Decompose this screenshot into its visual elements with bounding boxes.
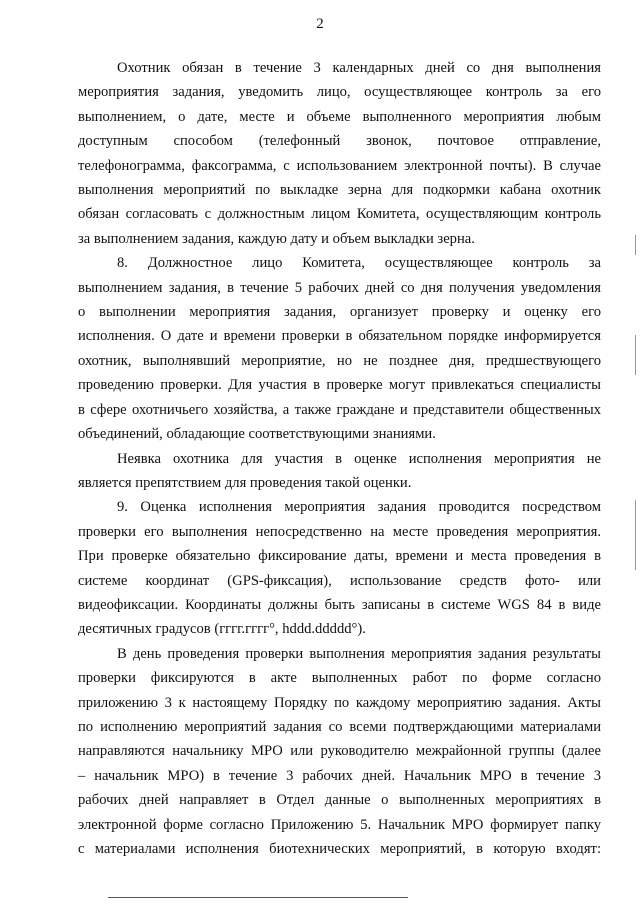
scan-bottom-rule bbox=[108, 897, 408, 898]
text-line: приложению 3 к настоящему Порядку по каждому мероприятию задания. Акты bbox=[78, 694, 601, 711]
text-line: При проверке обязательно фиксирование даты, времени и места проведения в bbox=[78, 548, 601, 565]
text-line: телефонограмма, факсограмма, с использованием электронной почты). В случае bbox=[78, 157, 601, 174]
text-line: проверки его выполнения непосредственно на месте проведения мероприятия. bbox=[78, 523, 601, 540]
text-line: о выполнении мероприятия задания, организует проверку и оценку его bbox=[78, 304, 601, 321]
text-line: мероприятия задания, уведомить лицо, осуществляющее контроль за его bbox=[78, 84, 601, 101]
document-body bbox=[78, 56, 601, 861]
text-line: с материалами исполнения биотехнических мероприятий, в которую входят: bbox=[78, 841, 601, 857]
text-line: исполнения. О дате и времени проверки в обязательном порядке информируется bbox=[78, 328, 601, 345]
text-line: по исполнению мероприятий задания со всеми подтверждающими материалами bbox=[78, 718, 601, 735]
text-line: выполнения мероприятий по выкладке зерна для подкормки кабана охотник bbox=[78, 182, 601, 199]
text-line: рабочих дней направляет в Отдел данные о выполненных мероприятиях в bbox=[78, 792, 601, 809]
text-line: десятичных градусов (гггг.гггг°, hddd.ddddd°). bbox=[78, 621, 366, 638]
text-line: видеофиксации. Координаты должны быть записаны в системе WGS 84 в виде bbox=[78, 596, 601, 613]
page-number: 2 bbox=[316, 16, 324, 32]
scan-edge-mark bbox=[635, 235, 636, 255]
text-line: Охотник обязан в течение 3 календарных дней со дня выполнения bbox=[117, 60, 601, 76]
scan-edge-mark bbox=[635, 335, 636, 375]
text-line: выполнением задания, в течение 5 рабочих дней со дня получения уведомления bbox=[78, 279, 601, 296]
text-line: выполнением, о дате, месте и объеме выполненного мероприятия любым bbox=[78, 108, 601, 125]
text-line: 9. Оценка исполнения мероприятия задания проводится посредством bbox=[117, 499, 601, 516]
text-line: 8. Должностное лицо Комитета, осуществляющее контроль за bbox=[117, 255, 601, 272]
text-line: – начальник МРО) в течение 3 рабочих дней. Начальник МРО в течение 3 bbox=[78, 767, 601, 784]
text-line: за выполнением задания, каждую дату и объем выкладки зерна. bbox=[78, 230, 475, 247]
text-line: электронной форме согласно Приложению 5. Начальник МРО формирует папку bbox=[78, 816, 601, 833]
text-line: является препятствием для проведения такой оценки. bbox=[78, 474, 412, 491]
text-line: доступным способом (телефонный звонок, почтовое отправление, bbox=[78, 133, 601, 150]
text-line: обязан согласовать с должностным лицом Комитета, осуществляющим контроль bbox=[78, 206, 601, 223]
text-line: В день проведения проверки выполнения мероприятия задания результаты bbox=[117, 645, 601, 662]
text-line: объединений, обладающие соответствующими знаниями. bbox=[78, 426, 436, 443]
scan-edge-mark bbox=[635, 500, 636, 570]
text-line: системе координат (GPS-фиксация), использование средств фото- или bbox=[78, 572, 601, 589]
text-line: охотник, выполнявший мероприятие, но не позднее дня, предшествующего bbox=[78, 352, 601, 369]
text-line: проверки фиксируются в акте выполненных работ по форме согласно bbox=[78, 670, 601, 687]
text-line: в сфере охотничьего хозяйства, а также граждане и представители общественных bbox=[78, 401, 601, 418]
text-line: проведению проверки. Для участия в проверке могут привлекаться специалисты bbox=[78, 377, 601, 394]
text-line: направляются начальнику МРО или руководителю межрайонной группы (далее bbox=[78, 743, 601, 760]
text-line: Неявка охотника для участия в оценке исполнения мероприятия не bbox=[117, 450, 601, 467]
